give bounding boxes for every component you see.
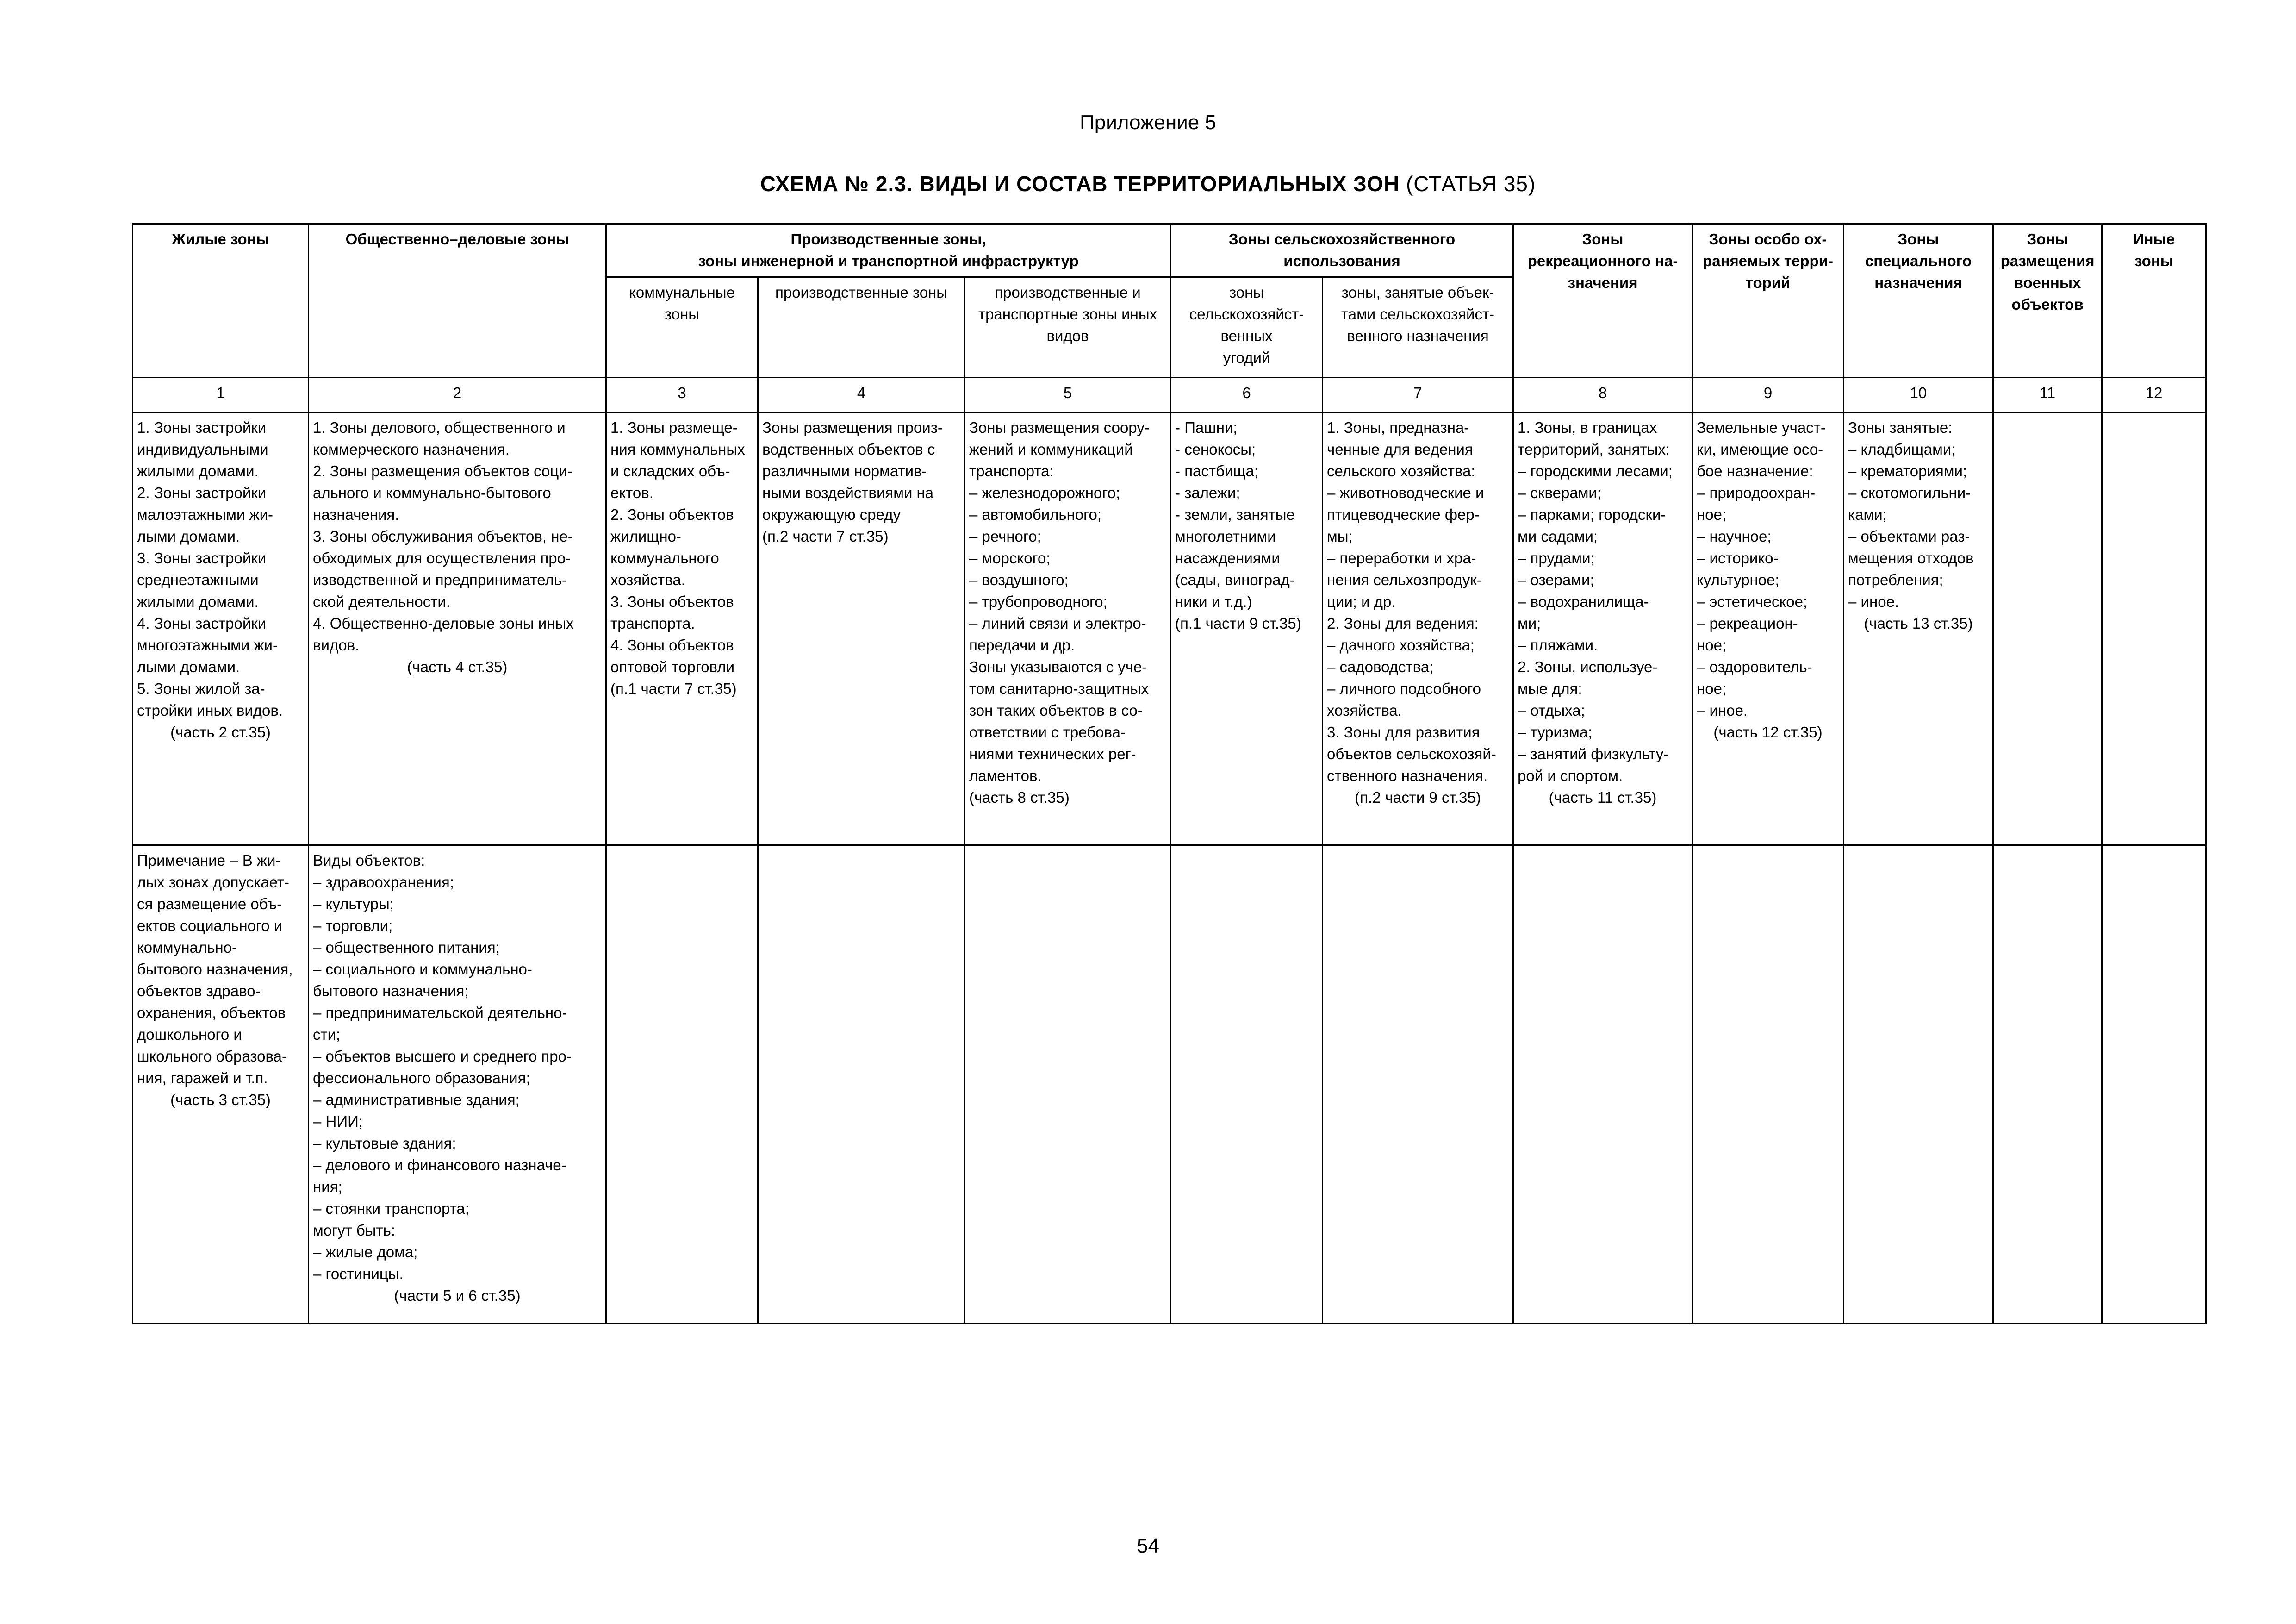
text-line: транспорта: xyxy=(969,462,1054,480)
text-line: жилыми домами. xyxy=(137,462,259,480)
text-line: окружающую среду xyxy=(762,506,901,523)
text-line: стройки иных видов. xyxy=(137,702,283,719)
text-line: сельского хозяйства: xyxy=(1327,462,1475,480)
text-line: – отдыха; xyxy=(1518,702,1585,719)
subheader-communal xyxy=(606,277,758,378)
text-line: Производственные зоны, xyxy=(790,231,986,248)
text-line: и складских объ- xyxy=(610,462,730,480)
text-line: ными воздействиями на xyxy=(762,484,934,501)
text-line: ками; xyxy=(1848,506,1887,523)
cell-communal-zones xyxy=(606,412,758,845)
cell-recreational-zones xyxy=(1513,412,1692,845)
text-line: – скверами; xyxy=(1518,484,1601,501)
text-line: нения сельхозпродук- xyxy=(1327,571,1482,588)
text-line: ственного назначения. xyxy=(1327,767,1488,784)
text-line: 2. Зоны объектов xyxy=(610,506,734,523)
text-line: Иные xyxy=(2133,231,2175,248)
text-line: - сенокосы; xyxy=(1175,441,1256,458)
text-line: (часть 8 ст.35) xyxy=(969,789,1070,806)
header-special xyxy=(1844,224,1993,378)
text-line: – жилые дома; xyxy=(313,1243,418,1261)
text-line: жилыми домами. xyxy=(137,593,259,610)
text-line: ки, имеющие осо- xyxy=(1697,441,1823,458)
text-line: – трубопроводного; xyxy=(969,593,1108,610)
text-line: объектов xyxy=(2011,296,2084,313)
column-number: 12 xyxy=(2102,378,2206,412)
text-line: индивидуальными xyxy=(137,441,268,458)
text-line: обходимых для осуществления про- xyxy=(313,550,571,567)
text-line: ми садами; xyxy=(1518,528,1598,545)
cell-other-zones xyxy=(2102,412,2206,845)
text-line: жилищно- xyxy=(610,528,681,545)
column-number: 9 xyxy=(1692,378,1844,412)
cell-special-zones xyxy=(1844,412,1993,845)
text-line: бытового назначения, xyxy=(137,961,293,978)
text-line: бое назначение: xyxy=(1697,462,1813,480)
text-line: – историко- xyxy=(1697,550,1779,567)
text-line: – туризма; xyxy=(1518,724,1593,741)
column-number: 8 xyxy=(1513,378,1692,412)
column-number: 2 xyxy=(309,378,606,412)
article-reference: (часть 4 ст.35) xyxy=(407,658,508,675)
empty-cell xyxy=(965,845,1171,1324)
text-line: фессионального образования; xyxy=(313,1069,530,1087)
text-line: коммунального xyxy=(610,550,719,567)
text-line: том санитарно-защитных xyxy=(969,680,1149,697)
text-line: – железнодорожного; xyxy=(969,484,1120,501)
text-line: назначения xyxy=(1874,274,1962,291)
header-public-business: Общественно–деловые зоны xyxy=(309,224,606,378)
text-line: – морского; xyxy=(969,550,1051,567)
text-line: зоны xyxy=(664,306,700,323)
text-line: объектов здраво- xyxy=(137,982,261,999)
text-line: 3. Зоны обслуживания объектов, не- xyxy=(313,528,573,545)
text-line: - пастбища; xyxy=(1175,462,1259,480)
text-line: значения xyxy=(1568,274,1638,291)
text-line: Примечание – В жи- xyxy=(137,852,281,869)
text-line: 3. Зоны для развития xyxy=(1327,724,1480,741)
text-line: рой и спортом. xyxy=(1518,767,1623,784)
text-line: 4. Зоны объектов xyxy=(610,637,734,654)
empty-cell xyxy=(1993,845,2102,1324)
text-line: Зоны занятые: xyxy=(1848,419,1953,436)
cell-production-zones xyxy=(758,412,965,845)
header-production xyxy=(606,224,1171,277)
text-line: ники и т.д.) xyxy=(1175,593,1252,610)
column-number: 7 xyxy=(1323,378,1513,412)
schema-title-main: СХЕМА № 2.3. ВИДЫ И СОСТАВ ТЕРРИТОРИАЛЬНЫХ ЗОН xyxy=(760,172,1400,196)
text-line: 4. Общественно-деловые зоны иных xyxy=(313,615,574,632)
empty-cell xyxy=(1692,845,1844,1324)
empty-cell xyxy=(1513,845,1692,1324)
text-line: 1. Зоны, предназна- xyxy=(1327,419,1469,436)
text-line: мы; xyxy=(1327,528,1353,545)
text-line: передачи и др. xyxy=(969,637,1075,654)
article-reference: (часть 3 ст.35) xyxy=(170,1091,271,1108)
article-reference: (часть 2 ст.35) xyxy=(170,724,271,741)
text-line: Зоны указываются с уче- xyxy=(969,658,1147,675)
column-number: 5 xyxy=(965,378,1171,412)
text-line: ектов. xyxy=(610,484,653,501)
text-line: – животноводческие и xyxy=(1327,484,1484,501)
text-line: – объектами раз- xyxy=(1848,528,1970,545)
text-line: 3. Зоны застройки xyxy=(137,550,267,567)
subheader-agri-lands xyxy=(1171,277,1323,378)
text-line: ное; xyxy=(1697,680,1727,697)
text-line: мещения отходов xyxy=(1848,550,1974,567)
text-line: 2. Зоны, используе- xyxy=(1518,658,1658,675)
text-line: – природоохран- xyxy=(1697,484,1816,501)
subheader-agri-objects xyxy=(1323,277,1513,378)
article-reference: (часть 11 ст.35) xyxy=(1549,789,1657,806)
text-line: 2. Зоны размещения объектов соци- xyxy=(313,462,572,480)
text-line: – предпринимательской деятельно- xyxy=(313,1004,567,1021)
text-line: ции; и др. xyxy=(1327,593,1396,610)
text-line: – личного подсобного xyxy=(1327,680,1481,697)
text-line: ламентов. xyxy=(969,767,1042,784)
text-line: – делового и финансового назначе- xyxy=(313,1156,566,1174)
cell-public-business-zones xyxy=(309,412,606,845)
text-line: 3. Зоны объектов xyxy=(610,593,734,610)
text-line: зоны, занятые объек- xyxy=(1341,284,1494,301)
cell-residential-zones xyxy=(133,412,309,845)
text-line: – переработки и хра- xyxy=(1327,550,1476,567)
text-line: транспортные зоны иных xyxy=(978,306,1157,323)
text-line: военных xyxy=(2014,274,2081,291)
header-agricultural xyxy=(1171,224,1513,277)
text-line: 1. Зоны размеще- xyxy=(610,419,738,436)
text-line: – садоводства; xyxy=(1327,658,1434,675)
schema-title xyxy=(0,171,2296,196)
text-line: среднеэтажными xyxy=(137,571,259,588)
text-line: птицеводческие фер- xyxy=(1327,506,1480,523)
empty-cell xyxy=(1844,845,1993,1324)
text-line: многоэтажными жи- xyxy=(137,637,278,654)
text-line: ской деятельности. xyxy=(313,593,450,610)
text-line: Зоны сельскохозяйственного xyxy=(1228,231,1456,248)
text-line: использования xyxy=(1283,252,1400,269)
text-line: Зоны размещения произ- xyxy=(762,419,943,436)
text-line: зон таких объектов в со- xyxy=(969,702,1143,719)
text-line: - залежи; xyxy=(1175,484,1240,501)
text-line: оптовой торговли xyxy=(610,658,735,675)
text-line: (п.2 части 7 ст.35) xyxy=(762,528,889,545)
text-line: – кладбищами; xyxy=(1848,441,1956,458)
text-line: коммерческого назначения. xyxy=(313,441,510,458)
header-other xyxy=(2102,224,2206,378)
text-line: раняемых терри- xyxy=(1703,252,1833,269)
text-line: коммунально- xyxy=(137,939,237,956)
cell-military-zones xyxy=(1993,412,2102,845)
text-line: зоны xyxy=(1229,284,1264,301)
text-line: (п.1 части 9 ст.35) xyxy=(1175,615,1301,632)
text-line: назначения. xyxy=(313,506,399,523)
header-residential: Жилые зоны xyxy=(133,224,309,378)
text-line: ответствии с требова- xyxy=(969,724,1126,741)
cell-residential-note xyxy=(133,845,309,1324)
text-line: сти; xyxy=(313,1026,341,1043)
header-recreational xyxy=(1513,224,1692,378)
text-line: – парками; городски- xyxy=(1518,506,1666,523)
text-line: – городскими лесами; xyxy=(1518,462,1673,480)
text-line: 4. Зоны застройки xyxy=(137,615,267,632)
article-reference: (часть 13 ст.35) xyxy=(1864,615,1973,632)
text-line: жений и коммуникаций xyxy=(969,441,1133,458)
text-line: венных xyxy=(1220,327,1273,344)
text-line: могут быть: xyxy=(313,1222,395,1239)
empty-cell xyxy=(758,845,965,1324)
text-line: – линий связи и электро- xyxy=(969,615,1146,632)
text-line: – воздушного; xyxy=(969,571,1069,588)
text-line: зоны xyxy=(2134,252,2173,269)
text-line: – иное. xyxy=(1848,593,1899,610)
text-line: – административные здания; xyxy=(313,1091,520,1108)
text-line: охранения, объектов xyxy=(137,1004,286,1021)
text-line: объектов сельскохозяй- xyxy=(1327,745,1496,762)
text-line: угодий xyxy=(1223,349,1270,366)
column-number: 3 xyxy=(606,378,758,412)
text-line: – рекреацион- xyxy=(1697,615,1798,632)
column-number: 11 xyxy=(1993,378,2102,412)
text-line: – научное; xyxy=(1697,528,1772,545)
empty-cell xyxy=(2102,845,2206,1324)
text-line: Зоны xyxy=(1582,231,1624,248)
text-line: – крематориями; xyxy=(1848,462,1967,480)
text-line: ное; xyxy=(1697,637,1727,654)
text-line: Зоны размещения соору- xyxy=(969,419,1150,436)
text-line: водственных объектов с xyxy=(762,441,935,458)
text-line: – скотомогильни- xyxy=(1848,484,1971,501)
header-protected xyxy=(1692,224,1844,378)
text-line: 1. Зоны, в границах xyxy=(1518,419,1657,436)
text-line: школьного образова- xyxy=(137,1048,287,1065)
text-line: бытового назначения; xyxy=(313,982,469,999)
text-line: культурное; xyxy=(1697,571,1780,588)
cell-protected-zones xyxy=(1692,412,1844,845)
text-line: Виды объектов: xyxy=(313,852,425,869)
text-line: видов. xyxy=(313,637,360,654)
text-line: – автомобильного; xyxy=(969,506,1102,523)
empty-cell xyxy=(1323,845,1513,1324)
text-line: торий xyxy=(1745,274,1791,291)
schema-title-article: (СТАТЬЯ 35) xyxy=(1400,172,1536,196)
subheader-transport xyxy=(965,277,1171,378)
text-line: – культовые здания; xyxy=(313,1135,456,1152)
text-line: 5. Зоны жилой за- xyxy=(137,680,265,697)
text-line: тами сельскохозяйст- xyxy=(1341,306,1495,323)
article-reference: (часть 12 ст.35) xyxy=(1713,724,1823,741)
text-line: транспорта. xyxy=(610,615,695,632)
text-line: дошкольного и xyxy=(137,1026,242,1043)
text-line: сельскохозяйст- xyxy=(1189,306,1304,323)
text-line: – культуры; xyxy=(313,895,394,912)
text-line: многолетними xyxy=(1175,528,1276,545)
text-line: малоэтажными жи- xyxy=(137,506,274,523)
text-line: ния коммунальных xyxy=(610,441,745,458)
text-line: ния, гаражей и т.п. xyxy=(137,1069,268,1087)
zones-table xyxy=(132,223,2207,1324)
text-line: – занятий физкульту- xyxy=(1518,745,1669,762)
text-line: лыми домами. xyxy=(137,658,240,675)
empty-cell xyxy=(606,845,758,1324)
text-line: потребления; xyxy=(1848,571,1943,588)
text-line: хозяйства. xyxy=(1327,702,1402,719)
page-number: 54 xyxy=(1137,1535,1159,1557)
text-line: - Пашни; xyxy=(1175,419,1238,436)
text-line: хозяйства. xyxy=(610,571,685,588)
text-line: коммунальные xyxy=(629,284,735,301)
text-line: 1. Зоны застройки xyxy=(137,419,267,436)
column-number: 1 xyxy=(133,378,309,412)
text-line: (сады, виноград- xyxy=(1175,571,1295,588)
text-line: зоны инженерной и транспортной инфраструктур xyxy=(698,252,1079,269)
article-reference: (п.2 части 9 ст.35) xyxy=(1355,789,1481,806)
text-line: – социального и коммунально- xyxy=(313,961,532,978)
text-line: производственные и xyxy=(995,284,1141,301)
text-line: (п.1 части 7 ст.35) xyxy=(610,680,737,697)
text-line: видов xyxy=(1046,327,1089,344)
text-line: 2. Зоны застройки xyxy=(137,484,267,501)
text-line: Земельные участ- xyxy=(1697,419,1826,436)
text-line: специального xyxy=(1865,252,1972,269)
text-line: – прудами; xyxy=(1518,550,1595,567)
column-number: 6 xyxy=(1171,378,1323,412)
text-line: Зоны xyxy=(2027,231,2068,248)
article-reference: (части 5 и 6 ст.35) xyxy=(394,1287,521,1304)
text-line: - земли, занятые xyxy=(1175,506,1295,523)
text-line: – объектов высшего и среднего про- xyxy=(313,1048,572,1065)
text-line: – эстетическое; xyxy=(1697,593,1808,610)
text-line: – дачного хозяйства; xyxy=(1327,637,1475,654)
subheader-production: производственные зоны xyxy=(758,277,965,378)
text-line: Зоны xyxy=(1898,231,1939,248)
text-line: венного назначения xyxy=(1347,327,1489,344)
text-line: ниями технических рег- xyxy=(969,745,1136,762)
text-line: – стоянки транспорта; xyxy=(313,1200,469,1217)
text-line: мые для: xyxy=(1518,680,1582,697)
text-line: лыми домами. xyxy=(137,528,240,545)
text-line: Зоны особо ох- xyxy=(1709,231,1827,248)
column-number: 10 xyxy=(1844,378,1993,412)
text-line: размещения xyxy=(2000,252,2095,269)
text-line: – пляжами. xyxy=(1518,637,1598,654)
text-line: – речного; xyxy=(969,528,1041,545)
text-line: различными норматив- xyxy=(762,462,927,480)
text-line: 2. Зоны для ведения: xyxy=(1327,615,1479,632)
text-line: ми; xyxy=(1518,615,1541,632)
cell-object-types xyxy=(309,845,606,1324)
text-line: – общественного питания; xyxy=(313,939,500,956)
text-line: ектов социального и xyxy=(137,917,283,934)
cell-transport-zones xyxy=(965,412,1171,845)
text-line: ния; xyxy=(313,1178,342,1195)
text-line: – водохранилища- xyxy=(1518,593,1649,610)
text-line: – гостиницы. xyxy=(313,1265,404,1282)
text-line: – торговли; xyxy=(313,917,393,934)
text-line: – здравоохранения; xyxy=(313,874,454,891)
text-line: – озерами; xyxy=(1518,571,1594,588)
text-line: – оздоровитель- xyxy=(1697,658,1812,675)
text-line: 1. Зоны делового, общественного и xyxy=(313,419,566,436)
text-line: – иное. xyxy=(1697,702,1748,719)
text-line: ального и коммунально-бытового xyxy=(313,484,551,501)
empty-cell xyxy=(1171,845,1323,1324)
cell-agri-objects xyxy=(1323,412,1513,845)
appendix-label: Приложение 5 xyxy=(1080,111,1216,134)
text-line: территорий, занятых: xyxy=(1518,441,1670,458)
text-line: ченные для ведения xyxy=(1327,441,1473,458)
text-line: ное; xyxy=(1697,506,1727,523)
text-line: – НИИ; xyxy=(313,1113,363,1130)
text-line: изводственной и предприниматель- xyxy=(313,571,567,588)
text-line: рекреационного на- xyxy=(1527,252,1678,269)
text-line: ся размещение объ- xyxy=(137,895,282,912)
text-line: лых зонах допускает- xyxy=(137,874,289,891)
cell-agri-lands xyxy=(1171,412,1323,845)
column-number: 4 xyxy=(758,378,965,412)
header-military xyxy=(1993,224,2102,378)
text-line: насаждениями xyxy=(1175,550,1280,567)
